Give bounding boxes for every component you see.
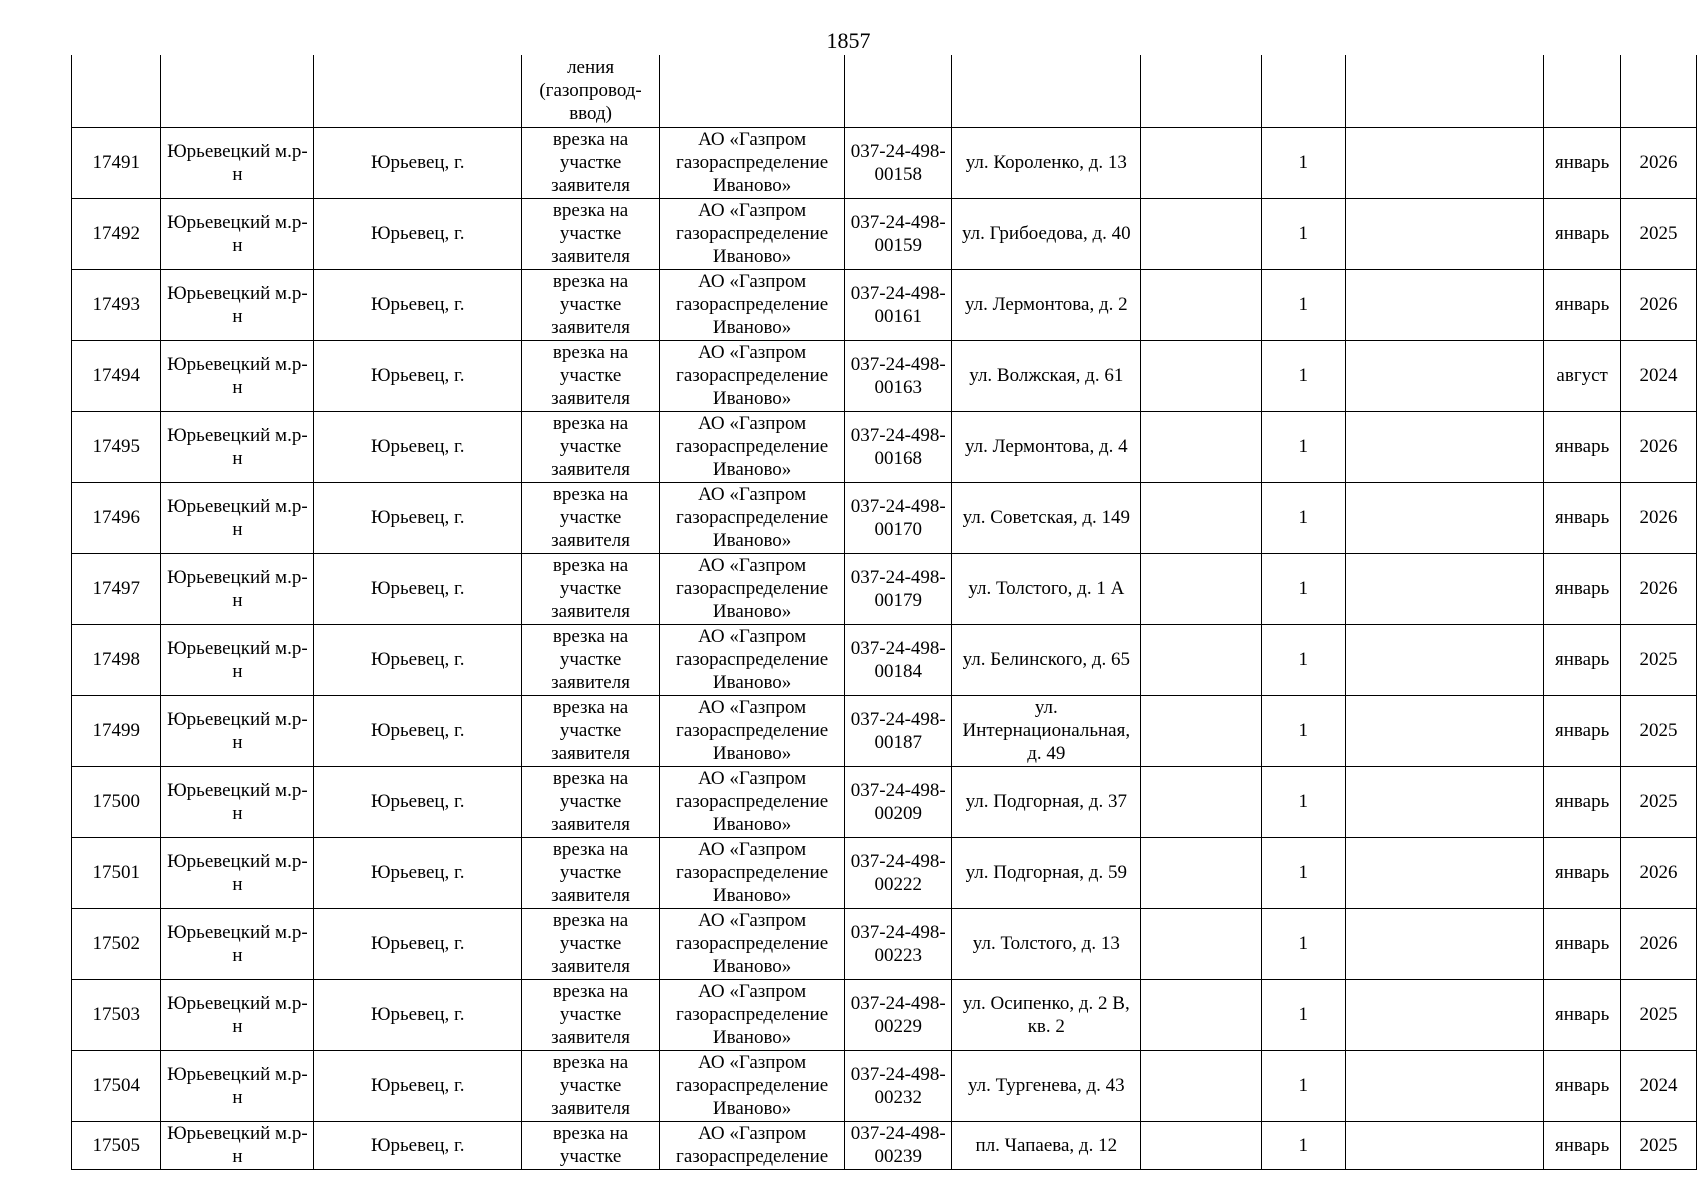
cell-quantity: 1 <box>1261 766 1345 837</box>
cell-empty <box>1345 1121 1543 1169</box>
cell-year: 2025 <box>1621 695 1697 766</box>
cell-locality: Юрьевец, г. <box>314 1121 522 1169</box>
header-cell-qty <box>1261 55 1345 127</box>
cell-organization: АО «Газпром газораспределение Иваново» <box>660 411 845 482</box>
cell-blank <box>1141 198 1261 269</box>
cell-address: ул. Интернациональная, д. 49 <box>952 695 1141 766</box>
cell-year: 2024 <box>1621 340 1697 411</box>
cell-address: ул. Грибоедова, д. 40 <box>952 198 1141 269</box>
cell-blank <box>1141 695 1261 766</box>
cell-month: январь <box>1544 766 1621 837</box>
cell-number: 17498 <box>72 624 161 695</box>
cell-quantity: 1 <box>1261 837 1345 908</box>
cell-code: 037-24-498-00239 <box>845 1121 952 1169</box>
cell-organization: АО «Газпром газораспределение Иваново» <box>660 1050 845 1121</box>
cell-address: ул. Лермонтова, д. 4 <box>952 411 1141 482</box>
cell-number: 17500 <box>72 766 161 837</box>
cell-district: Юрьевецкий м.р-н <box>161 269 314 340</box>
cell-connection-type: врезка на участке заявителя <box>522 695 660 766</box>
cell-month: январь <box>1544 482 1621 553</box>
cell-code: 037-24-498-00163 <box>845 340 952 411</box>
table-row <box>72 269 1697 340</box>
cell-number: 17496 <box>72 482 161 553</box>
cell-connection-type: врезка на участке заявителя <box>522 1050 660 1121</box>
table-body <box>72 55 1697 1169</box>
cell-quantity: 1 <box>1261 198 1345 269</box>
cell-locality: Юрьевец, г. <box>314 340 522 411</box>
cell-quantity: 1 <box>1261 695 1345 766</box>
registry-table <box>71 55 1697 1170</box>
cell-blank <box>1141 1121 1261 1169</box>
header-cell-year <box>1621 55 1697 127</box>
cell-year: 2026 <box>1621 127 1697 198</box>
cell-code: 037-24-498-00159 <box>845 198 952 269</box>
cell-code: 037-24-498-00184 <box>845 624 952 695</box>
header-cell-extra <box>1345 55 1543 127</box>
cell-blank <box>1141 482 1261 553</box>
cell-empty <box>1345 411 1543 482</box>
cell-organization: АО «Газпром газораспределение Иваново» <box>660 269 845 340</box>
cell-code: 037-24-498-00161 <box>845 269 952 340</box>
cell-locality: Юрьевец, г. <box>314 624 522 695</box>
cell-address: ул. Осипенко, д. 2 В, кв. 2 <box>952 979 1141 1050</box>
cell-empty <box>1345 127 1543 198</box>
cell-organization: АО «Газпром газораспределение Иваново» <box>660 553 845 624</box>
cell-district: Юрьевецкий м.р-н <box>161 553 314 624</box>
cell-year: 2025 <box>1621 198 1697 269</box>
cell-blank <box>1141 1050 1261 1121</box>
cell-blank <box>1141 908 1261 979</box>
table-row <box>72 1050 1697 1121</box>
header-cell-locality <box>314 55 522 127</box>
cell-code: 037-24-498-00187 <box>845 695 952 766</box>
cell-organization-text: АО «Газпром газораспределение <box>676 1122 829 1167</box>
cell-year: 2026 <box>1621 553 1697 624</box>
cell-connection-type: врезка на участке заявителя <box>522 553 660 624</box>
cell-connection-type: врезка на участке заявителя <box>522 198 660 269</box>
cell-number: 17503 <box>72 979 161 1050</box>
table-row <box>72 908 1697 979</box>
cell-district: Юрьевецкий м.р-н <box>161 198 314 269</box>
cell-quantity: 1 <box>1261 979 1345 1050</box>
cell-address: ул. Волжская, д. 61 <box>952 340 1141 411</box>
table-row <box>72 1121 1697 1169</box>
cell-empty <box>1345 198 1543 269</box>
cell-district: Юрьевецкий м.р-н <box>161 766 314 837</box>
cell-organization: АО «Газпром газораспределение Иваново» <box>660 127 845 198</box>
cell-address: ул. Короленко, д. 13 <box>952 127 1141 198</box>
cell-locality: Юрьевец, г. <box>314 127 522 198</box>
cell-month: январь <box>1544 198 1621 269</box>
cell-connection-type: врезка на участке заявителя <box>522 340 660 411</box>
cell-quantity: 1 <box>1261 1050 1345 1121</box>
page-number: 1857 <box>826 28 871 53</box>
cell-organization: АО «Газпром газораспределение Иваново» <box>660 340 845 411</box>
cell-quantity: 1 <box>1261 482 1345 553</box>
cell-blank <box>1141 766 1261 837</box>
cell-year: 2025 <box>1621 766 1697 837</box>
cell-year: 2026 <box>1621 269 1697 340</box>
cell-district: Юрьевецкий м.р-н <box>161 624 314 695</box>
table-row <box>72 411 1697 482</box>
cell-code: 037-24-498-00170 <box>845 482 952 553</box>
cell-code: 037-24-498-00168 <box>845 411 952 482</box>
cell-year: 2024 <box>1621 1050 1697 1121</box>
cell-empty <box>1345 340 1543 411</box>
cell-organization: АО «Газпром газораспределение Иваново» <box>660 482 845 553</box>
cell-number: 17495 <box>72 411 161 482</box>
cell-address: ул. Толстого, д. 1 А <box>952 553 1141 624</box>
header-cell-month <box>1544 55 1621 127</box>
cell-connection-type <box>522 1121 660 1169</box>
cell-empty <box>1345 624 1543 695</box>
cell-locality: Юрьевец, г. <box>314 269 522 340</box>
cell-quantity: 1 <box>1261 269 1345 340</box>
cell-month: январь <box>1544 695 1621 766</box>
cell-number: 17491 <box>72 127 161 198</box>
cell-blank <box>1141 553 1261 624</box>
cell-locality: Юрьевец, г. <box>314 553 522 624</box>
cell-locality: Юрьевец, г. <box>314 766 522 837</box>
cell-blank <box>1141 837 1261 908</box>
cell-district: Юрьевецкий м.р-н <box>161 979 314 1050</box>
cell-organization <box>660 1121 845 1169</box>
table-row <box>72 127 1697 198</box>
cell-address: ул. Белинского, д. 65 <box>952 624 1141 695</box>
cell-code: 037-24-498-00232 <box>845 1050 952 1121</box>
cell-empty <box>1345 695 1543 766</box>
cell-address: ул. Подгорная, д. 37 <box>952 766 1141 837</box>
cell-organization: АО «Газпром газораспределение Иваново» <box>660 624 845 695</box>
cell-number: 17501 <box>72 837 161 908</box>
cell-month: август <box>1544 340 1621 411</box>
header-cell-num <box>72 55 161 127</box>
cell-year: 2026 <box>1621 411 1697 482</box>
cell-code: 037-24-498-00223 <box>845 908 952 979</box>
cell-organization: АО «Газпром газораспределение Иваново» <box>660 695 845 766</box>
cell-blank <box>1141 411 1261 482</box>
table-row <box>72 766 1697 837</box>
cell-month: январь <box>1544 1050 1621 1121</box>
cell-locality: Юрьевец, г. <box>314 979 522 1050</box>
cell-year: 2026 <box>1621 908 1697 979</box>
cell-number: 17494 <box>72 340 161 411</box>
cell-address: ул. Подгорная, д. 59 <box>952 837 1141 908</box>
cell-quantity: 1 <box>1261 908 1345 979</box>
table-row <box>72 198 1697 269</box>
cell-code: 037-24-498-00229 <box>845 979 952 1050</box>
cell-blank <box>1141 127 1261 198</box>
header-cell-code <box>845 55 952 127</box>
table-row <box>72 340 1697 411</box>
cell-month: январь <box>1544 127 1621 198</box>
cell-empty <box>1345 269 1543 340</box>
cell-month: январь <box>1544 624 1621 695</box>
cell-blank <box>1141 979 1261 1050</box>
table-row <box>72 695 1697 766</box>
table-row <box>72 553 1697 624</box>
cell-empty <box>1345 553 1543 624</box>
cell-quantity: 1 <box>1261 624 1345 695</box>
cell-month: январь <box>1544 837 1621 908</box>
cell-district: Юрьевецкий м.р-н <box>161 837 314 908</box>
cell-year: 2025 <box>1621 979 1697 1050</box>
cell-month: январь <box>1544 1121 1621 1169</box>
cell-empty <box>1345 908 1543 979</box>
cell-month: январь <box>1544 411 1621 482</box>
cell-connection-type: врезка на участке заявителя <box>522 269 660 340</box>
cell-connection-type: врезка на участке заявителя <box>522 837 660 908</box>
cell-empty <box>1345 482 1543 553</box>
cell-connection-type: врезка на участке заявителя <box>522 908 660 979</box>
cell-locality: Юрьевец, г. <box>314 908 522 979</box>
table-row <box>72 979 1697 1050</box>
cell-number: 17502 <box>72 908 161 979</box>
cell-year: 2026 <box>1621 837 1697 908</box>
cell-empty <box>1345 1050 1543 1121</box>
cell-address: пл. Чапаева, д. 12 <box>952 1121 1141 1169</box>
cell-district: Юрьевецкий м.р-н <box>161 411 314 482</box>
cell-address: ул. Толстого, д. 13 <box>952 908 1141 979</box>
cell-number: 17497 <box>72 553 161 624</box>
cell-locality: Юрьевец, г. <box>314 482 522 553</box>
cell-blank <box>1141 624 1261 695</box>
cell-code: 037-24-498-00179 <box>845 553 952 624</box>
cell-connection-type: врезка на участке заявителя <box>522 482 660 553</box>
cell-quantity: 1 <box>1261 340 1345 411</box>
cell-organization: АО «Газпром газораспределение Иваново» <box>660 198 845 269</box>
cell-month: январь <box>1544 908 1621 979</box>
cell-address: ул. Тургенева, д. 43 <box>952 1050 1141 1121</box>
table-row <box>72 624 1697 695</box>
cell-connection-type: врезка на участке заявителя <box>522 624 660 695</box>
cell-organization: АО «Газпром газораспределение Иваново» <box>660 837 845 908</box>
cell-month: январь <box>1544 553 1621 624</box>
cell-blank <box>1141 340 1261 411</box>
cell-locality: Юрьевец, г. <box>314 198 522 269</box>
cell-connection-type: врезка на участке заявителя <box>522 411 660 482</box>
cell-organization: АО «Газпром газораспределение Иваново» <box>660 979 845 1050</box>
cell-number: 17499 <box>72 695 161 766</box>
cell-number: 17504 <box>72 1050 161 1121</box>
cell-quantity: 1 <box>1261 1121 1345 1169</box>
cell-organization: АО «Газпром газораспределение Иваново» <box>660 908 845 979</box>
cell-number: 17492 <box>72 198 161 269</box>
cell-locality: Юрьевец, г. <box>314 1050 522 1121</box>
cell-year: 2025 <box>1621 1121 1697 1169</box>
cell-number: 17493 <box>72 269 161 340</box>
cell-locality: Юрьевец, г. <box>314 695 522 766</box>
cell-district: Юрьевецкий м.р-н <box>161 908 314 979</box>
cell-connection-type: врезка на участке заявителя <box>522 766 660 837</box>
cell-district: Юрьевецкий м.р-н <box>161 695 314 766</box>
table-row <box>72 837 1697 908</box>
cell-locality: Юрьевец, г. <box>314 837 522 908</box>
table-row <box>72 482 1697 553</box>
cell-empty <box>1345 837 1543 908</box>
cell-district: Юрьевецкий м.р-н <box>161 482 314 553</box>
header-cell-blank <box>1141 55 1261 127</box>
cell-number: 17505 <box>72 1121 161 1169</box>
cell-district: Юрьевецкий м.р-н <box>161 1050 314 1121</box>
cell-connection-type-text: врезка на участке <box>552 1122 629 1167</box>
cell-address: ул. Лермонтова, д. 2 <box>952 269 1141 340</box>
cell-empty <box>1345 979 1543 1050</box>
header-cell-type: ления (газопровод-ввод) <box>522 55 660 127</box>
cell-code: 037-24-498-00209 <box>845 766 952 837</box>
header-cell-org <box>660 55 845 127</box>
cell-address: ул. Советская, д. 149 <box>952 482 1141 553</box>
cell-quantity: 1 <box>1261 127 1345 198</box>
header-cell-address <box>952 55 1141 127</box>
cell-district: Юрьевецкий м.р-н <box>161 1121 314 1169</box>
cell-empty <box>1345 766 1543 837</box>
cell-connection-type: врезка на участке заявителя <box>522 979 660 1050</box>
cell-code: 037-24-498-00158 <box>845 127 952 198</box>
cell-quantity: 1 <box>1261 411 1345 482</box>
cell-organization: АО «Газпром газораспределение Иваново» <box>660 766 845 837</box>
cell-district: Юрьевецкий м.р-н <box>161 340 314 411</box>
cell-month: январь <box>1544 269 1621 340</box>
cell-locality: Юрьевец, г. <box>314 411 522 482</box>
continued-header-row <box>72 55 1697 127</box>
cell-year: 2026 <box>1621 482 1697 553</box>
cell-connection-type: врезка на участке заявителя <box>522 127 660 198</box>
cell-quantity: 1 <box>1261 553 1345 624</box>
cell-district: Юрьевецкий м.р-н <box>161 127 314 198</box>
cell-blank <box>1141 269 1261 340</box>
cell-code: 037-24-498-00222 <box>845 837 952 908</box>
cell-year: 2025 <box>1621 624 1697 695</box>
cell-month: январь <box>1544 979 1621 1050</box>
header-cell-district <box>161 55 314 127</box>
